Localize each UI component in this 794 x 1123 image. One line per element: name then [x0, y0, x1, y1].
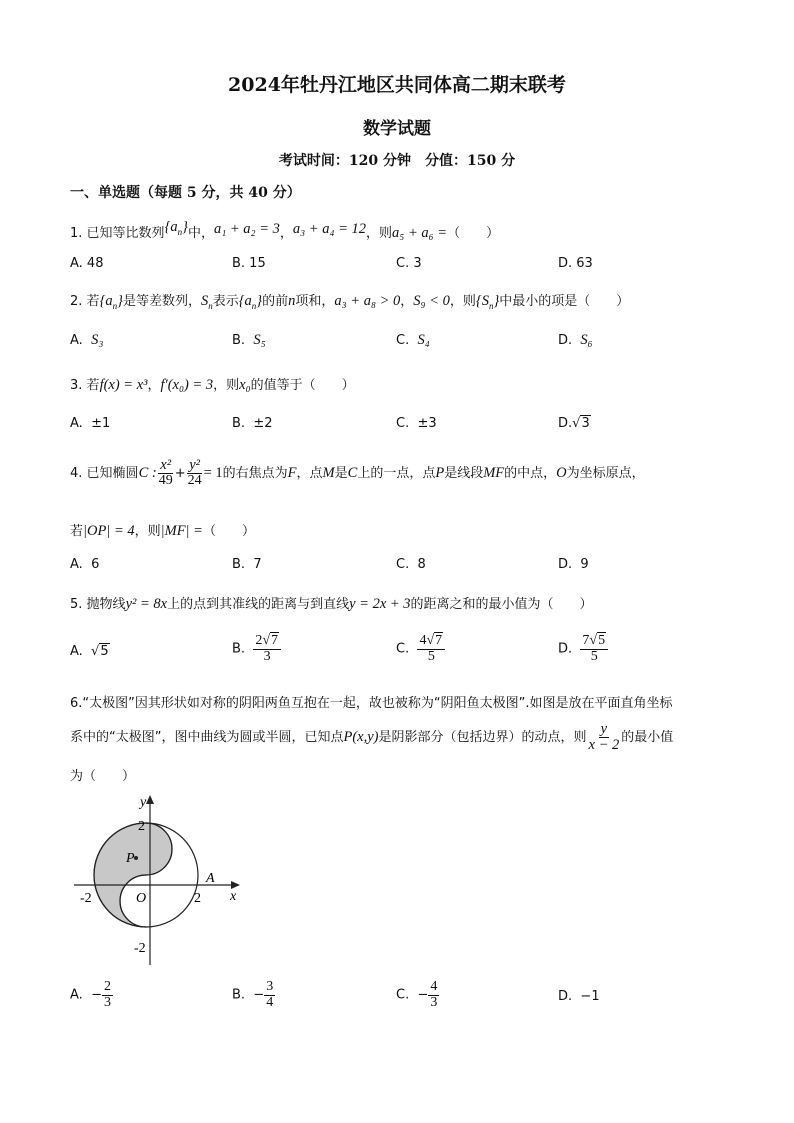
- q2-option-a: A. S₃: [70, 332, 104, 348]
- q6-option-a: A. − $\frac{2}{3}$: [70, 979, 111, 1010]
- q5-option-b: B. $\frac{2√7}{3}$: [232, 634, 281, 664]
- q2-option-c: C. S₄: [396, 332, 430, 348]
- section-heading: 一、单选题（每题 5 分，共 40 分）: [70, 185, 301, 201]
- origin-label: O: [136, 891, 147, 906]
- q4-option-b: B. 7: [232, 557, 262, 572]
- tick-bottom: -2: [134, 941, 146, 956]
- q6-option-c: C. − $\frac{4}{3}$: [396, 979, 438, 1010]
- y-label: y: [140, 795, 147, 810]
- taiji-figure: [70, 790, 250, 970]
- question-5: 5. 抛物线y² = 8x上的点到其准线的距离与到直线y = 2x + 3的距离之和的最小值为（ ）: [70, 596, 593, 612]
- q1-option-c: C. 3: [396, 256, 422, 271]
- q5-option-d: D. $\frac{7√5}{5}$: [558, 634, 608, 664]
- q3-option-b: B. ±2: [232, 416, 273, 431]
- q4-option-c: C. 8: [396, 557, 426, 572]
- q1-option-b: B. 15: [232, 256, 266, 271]
- q5-option-c: C. $\frac{4√7}{5}$: [396, 634, 445, 664]
- x-axis-arrow: [231, 881, 240, 889]
- q5-option-a: A. √5: [70, 644, 109, 659]
- question-2: 2. 若$\{a_n\}$是等差数列，$S_n$表示$\{a_n\}$的前n项和，a₃ + a₈ > 0，S₉ < 0，则$\{S_n\}$中最小的项是（ ）: [70, 293, 630, 311]
- q3-option-a: A. ±1: [70, 416, 111, 431]
- question-6-line-3: 为（ ）: [70, 769, 136, 784]
- y-axis-arrow: [146, 795, 154, 804]
- question-4-line-2: 若|OP| = 4，则|MF| =（ ）: [70, 523, 255, 539]
- q4-option-d: D. 9: [558, 557, 589, 572]
- q3-option-c: C. ±3: [396, 416, 437, 431]
- question-6-line-2: 系中的“太极图”，图中曲线为圆或半圆，已知点P(x,y)是阴影部分（包括边界）的动点，则 $\frac{y}{x - 2}$ 的最小值: [70, 721, 674, 754]
- tick-left: -2: [80, 891, 92, 906]
- q2-option-d: D. S₆: [558, 332, 593, 348]
- shaded-region: [94, 823, 172, 927]
- q3-option-d: D.√3: [558, 416, 590, 431]
- exam-title: 2024年牡丹江地区共同体高二期末联考: [228, 74, 566, 96]
- question-3: 3. 若f(x) = x³，f′(x₀) = 3，则x₀的值等于（ ）: [70, 377, 355, 393]
- exam-subject: 数学试题: [363, 119, 431, 139]
- tick-top: 2: [138, 819, 145, 834]
- q6-option-d: D. −1: [558, 989, 600, 1004]
- point-p-label: P: [126, 851, 135, 866]
- question-1: 1. 已知等比数列$\{a_n\}$中，a₁ + a₂ = 3，a₃ + a₄ = 12，则a₅ + a₆ =（ ）: [70, 219, 500, 241]
- exam-info: 考试时间：120 分钟 分值：150 分: [278, 153, 516, 169]
- x-label: x: [230, 889, 237, 904]
- question-6-line-1: 6.“太极图”因其形状如对称的阴阳两鱼互抱在一起，故也被称为“阴阳鱼太极图”.如图是放在平面直角坐标: [70, 696, 673, 711]
- point-p: [134, 856, 138, 860]
- q4-option-a: A. 6: [70, 557, 100, 572]
- question-4-line-1: 4. 已知椭圆C : $\frac{\text{x²}}{49}$ + $\frac{\text{y²}}{24}$ = 1的右焦点为F，点M是C上的一点，点P是线段MF的中点，O为坐标原点，: [70, 457, 645, 489]
- q1-option-d: D. 63: [558, 256, 593, 271]
- q6-option-b: B. − $\frac{3}{4}$: [232, 979, 274, 1010]
- q1-option-a: A. 48: [70, 256, 104, 271]
- q2-option-b: B. S₅: [232, 332, 266, 348]
- point-a-label: A: [206, 871, 215, 886]
- tick-right: 2: [194, 891, 201, 906]
